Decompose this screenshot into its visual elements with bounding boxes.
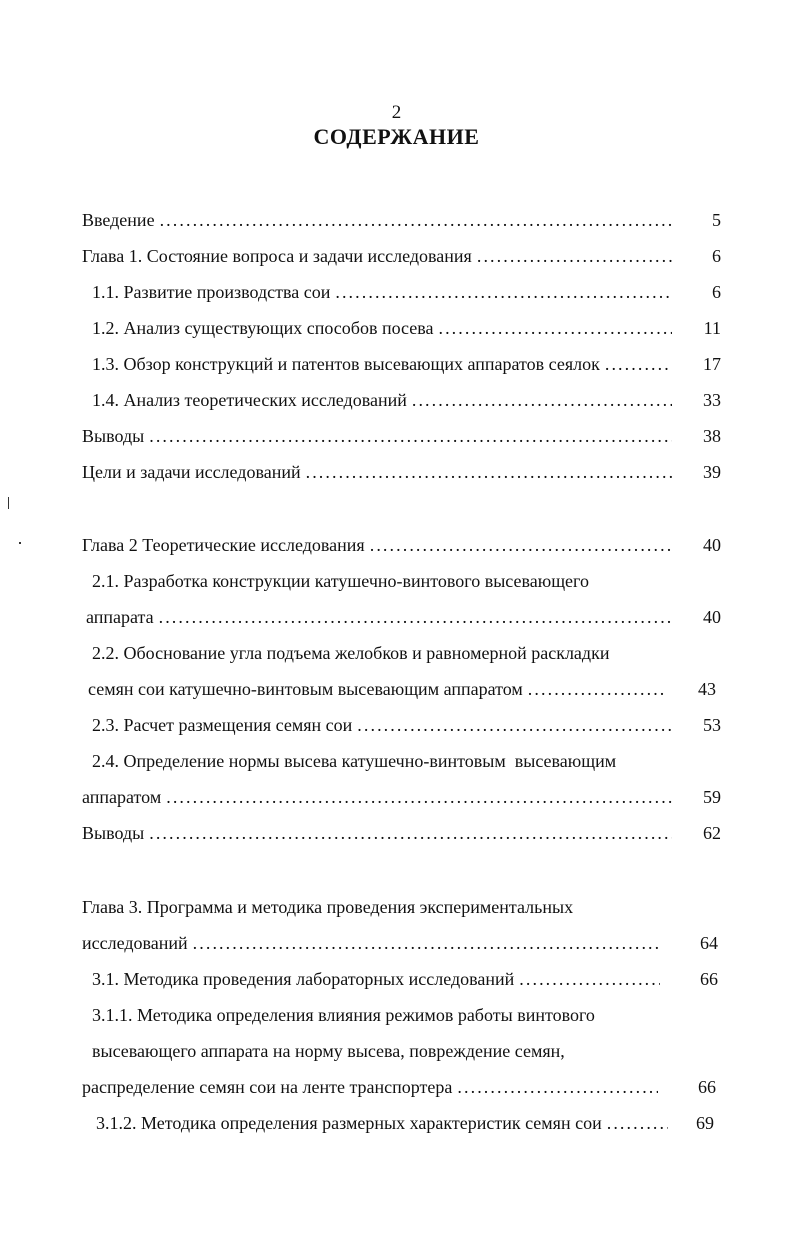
toc-entry-page: 40 (703, 607, 721, 627)
toc-entry-page: 66 (698, 1077, 716, 1097)
toc-entry-text: исследований (82, 933, 188, 953)
toc-leader-dots (306, 459, 672, 485)
toc-entry-page: 33 (703, 390, 721, 410)
toc-entry-text: Выводы (82, 426, 145, 446)
toc-entry (0, 351, 793, 377)
toc-entry-text: Выводы (82, 823, 145, 843)
toc-entry-page: 53 (703, 715, 721, 735)
toc-entry (0, 315, 793, 341)
toc-entry-text: 1.2. Анализ существующих способов посева (92, 318, 434, 338)
toc-entry (0, 748, 793, 774)
toc-leader-dots (438, 315, 672, 341)
toc-entry-text: распределение семян сои на ленте транспортера (82, 1077, 453, 1097)
scan-mark (19, 542, 21, 544)
toc-entry-text: 2.1. Разработка конструкции катушечно-винтового высевающего (92, 571, 589, 591)
toc-entry-page: 62 (703, 823, 721, 843)
toc-entry-text: Глава 1. Состояние вопроса и задачи исследования (82, 246, 472, 266)
toc-entry-page: 39 (703, 462, 721, 482)
toc-entry-text: Цели и задачи исследований (82, 462, 301, 482)
toc-entry-text: 1.1. Развитие производства сои (92, 282, 331, 302)
toc-entry-text: 2.4. Определение нормы высева катушечно-винтовым высевающим (92, 751, 617, 771)
toc-leader-dots (457, 1074, 658, 1100)
toc-leader-dots (477, 243, 672, 269)
toc-entry-text: 2.3. Расчет размещения семян сои (92, 715, 353, 735)
toc-leader-dots (159, 604, 672, 630)
toc-entry (0, 243, 793, 269)
page-number: 2 (391, 102, 402, 123)
toc-entry (0, 423, 793, 449)
toc-leader-dots (607, 1110, 668, 1136)
toc-entry-page: 38 (703, 426, 721, 446)
toc-leader-dots (193, 930, 658, 956)
toc-entry-text: 3.1.2. Методика определения размерных характеристик семян сои (96, 1113, 602, 1133)
toc-entry (0, 1110, 793, 1136)
toc-entry-text: семян сои катушечно-винтовым высевающим аппаратом (88, 679, 523, 699)
toc-entry (0, 279, 793, 305)
toc-leader-dots (335, 279, 672, 305)
toc-entry (0, 387, 793, 413)
toc-entry-page: 6 (712, 282, 721, 302)
toc-entry (0, 640, 793, 666)
toc-leader-dots (519, 966, 660, 992)
toc-entry (0, 1074, 793, 1100)
toc-entry (0, 1038, 793, 1064)
toc-entry (0, 459, 793, 485)
toc-entry-text: высевающего аппарата на норму высева, повреждение семян, (92, 1041, 565, 1061)
toc-entry (0, 532, 793, 558)
toc-entry-text: Глава 2 Теоретические исследования (82, 535, 365, 555)
toc-leader-dots (605, 351, 672, 377)
toc-entry-page: 5 (712, 210, 721, 230)
toc-entry-page: 17 (703, 354, 721, 374)
toc-entry-page: 66 (700, 969, 718, 989)
toc-entry (0, 966, 793, 992)
toc-leader-dots (412, 387, 672, 413)
toc-entry-text: Глава 3. Программа и методика проведения экспериментальных (82, 897, 574, 917)
toc-entry-page: 11 (703, 318, 721, 338)
toc-leader-dots (160, 207, 672, 233)
toc-leader-dots (149, 820, 672, 846)
toc-entry-text: 3.1. Методика проведения лабораторных исследований (92, 969, 515, 989)
page-title: СОДЕРЖАНИЕ (313, 124, 480, 149)
toc-entry-text: аппаратом (82, 787, 162, 807)
toc-entry (0, 676, 793, 702)
toc-entry-text: Введение (82, 210, 155, 230)
toc-entry (0, 207, 793, 233)
toc-leader-dots (528, 676, 666, 702)
toc-entry-text: 1.4. Анализ теоретических исследований (92, 390, 407, 410)
toc-entry (0, 820, 793, 846)
toc-leader-dots (357, 712, 672, 738)
toc-entry-page: 59 (703, 787, 721, 807)
toc-entry-text: аппарата (86, 607, 154, 627)
toc-entry-page: 69 (696, 1113, 714, 1133)
toc-entry (0, 604, 793, 630)
toc-entry-text: 3.1.1. Методика определения влияния режимов работы винтового (92, 1005, 595, 1025)
toc-entry-text: 1.3. Обзор конструкций и патентов высевающих аппаратов сеялок (92, 354, 600, 374)
toc-entry (0, 1002, 793, 1028)
toc-entry (0, 568, 793, 594)
toc-entry (0, 894, 793, 920)
toc-entry-text: 2.2. Обоснование угла подъема желобков и равномерной раскладки (92, 643, 610, 663)
toc-entry (0, 712, 793, 738)
toc-leader-dots (166, 784, 672, 810)
toc-entry (0, 930, 793, 956)
toc-leader-dots (370, 532, 672, 558)
toc-entry-page: 64 (700, 933, 718, 953)
scan-mark (8, 497, 9, 509)
toc-entry (0, 784, 793, 810)
toc-entry-page: 40 (703, 535, 721, 555)
toc-entry-page: 43 (698, 679, 716, 699)
toc-leader-dots (149, 423, 672, 449)
toc-entry-page: 6 (712, 246, 721, 266)
